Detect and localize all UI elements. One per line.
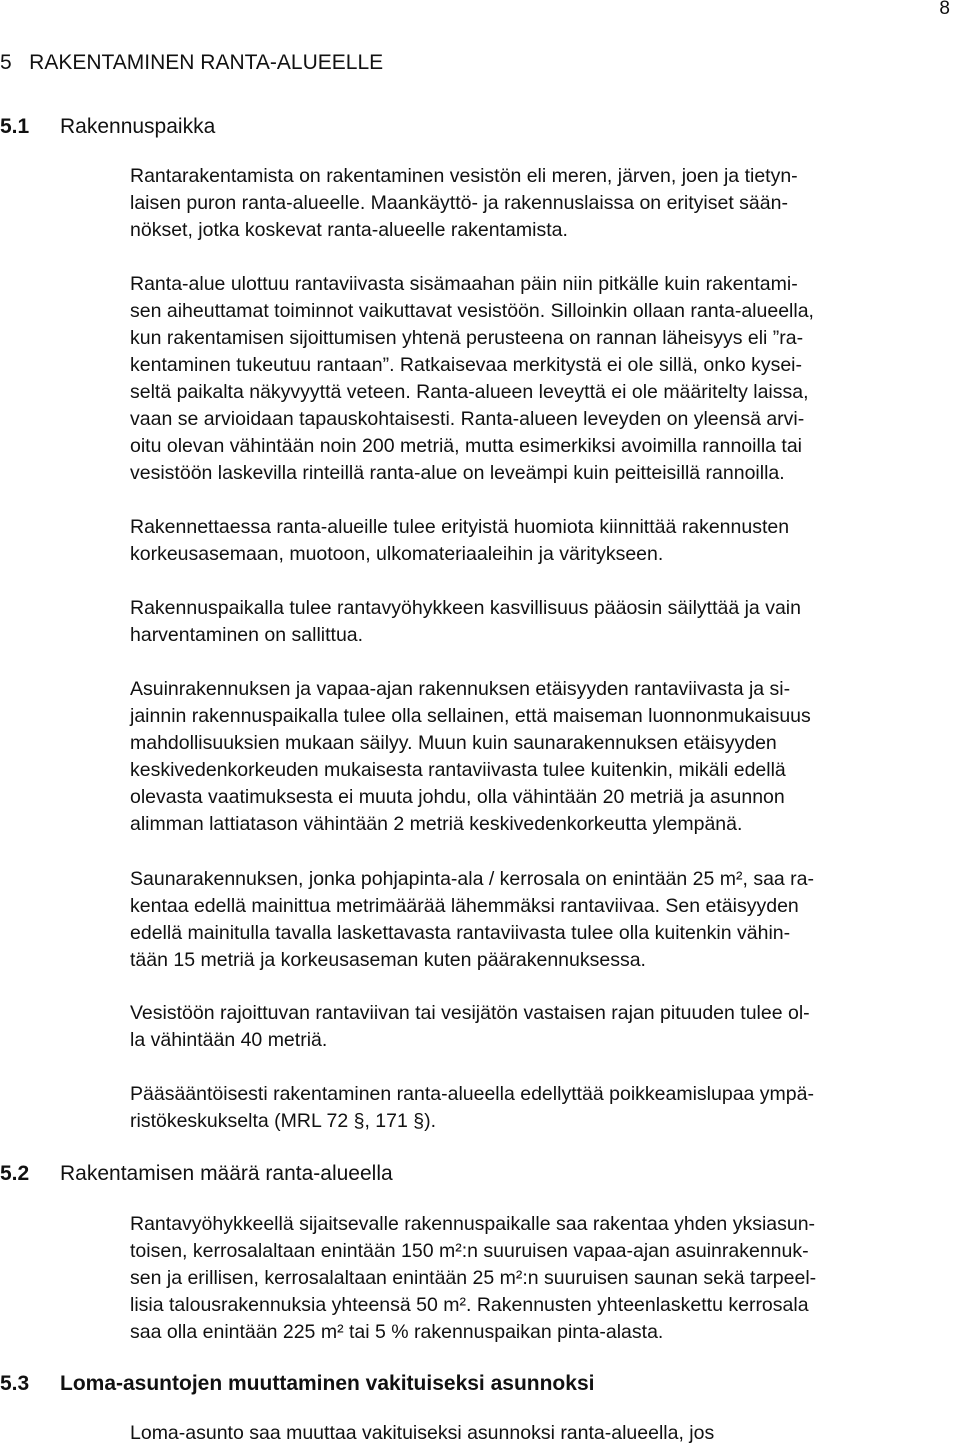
text-line: vesistöön laskevilla rinteillä ranta-alue on leveämpi kuin peitteisillä rannoilla.: [130, 462, 785, 484]
text-line: jainnin rakennuspaikalla tulee olla sellainen, että maiseman luonnonmukaisuus: [130, 705, 811, 727]
text-line: korkeusasemaan, muotoon, ulkomateriaaleihin ja väritykseen.: [130, 543, 664, 565]
text-line: Ranta-alue ulottuu rantaviivasta sisämaahan päin niin pitkälle kuin rakentami-: [130, 273, 798, 295]
section-title: Loma-asuntojen muuttaminen vakituiseksi asunnoksi: [60, 1372, 595, 1395]
paragraph: [130, 595, 960, 649]
paragraph: [130, 163, 960, 244]
section-heading-5-2: [0, 1160, 393, 1188]
text-line: kentaminen tukeutuu rantaan”. Ratkaisevaa merkitystä ei ole sillä, onko kysei-: [130, 354, 802, 376]
section-title: Rakentamisen määrä ranta-alueella: [60, 1162, 393, 1185]
text-line: sen aiheuttamat toiminnot vaikuttavat vesistöön. Silloinkin ollaan ranta-alueella,: [130, 300, 814, 322]
text-line: Loma-asunto saa muuttaa vakituiseksi asunnoksi ranta-alueella, jos: [130, 1422, 715, 1444]
text-line: harventaminen on sallittua.: [130, 624, 364, 646]
section-number: 5.2: [0, 1162, 30, 1185]
text-line: saa olla enintään 225 m² tai 5 % rakennuspaikan pinta-alasta.: [130, 1321, 664, 1343]
text-line: lisia talousrakennuksia yhteensä 50 m². Rakennusten yhteenlaskettu kerrosala: [130, 1294, 809, 1316]
text-line: alimman lattiatason vähintään 2 metriä keskivedenkorkeutta ylempänä.: [130, 813, 743, 835]
chapter-heading: 5 RAKENTAMINEN RANTA-ALUEELLE: [0, 51, 384, 74]
text-line: mahdollisuuksien mukaan säilyy. Muun kuin saunarakennuksen etäisyyden: [130, 732, 777, 754]
section-heading-5-1: [0, 113, 215, 141]
section-number: 5.1: [0, 115, 30, 138]
section-heading-5-3: [0, 1370, 594, 1398]
paragraph: [130, 1081, 960, 1135]
text-line: Rakennuspaikalla tulee rantavyöhykkeen kasvillisuus pääosin säilyttää ja vain: [130, 597, 801, 619]
text-line: toisen, kerrosalaltaan enintään 150 m²:n suuruisen vapaa-ajan asuinrakennuk-: [130, 1240, 809, 1262]
text-line: Saunarakennuksen, jonka pohjapinta-ala / kerrosala on enintään 25 m², saa ra-: [130, 868, 815, 890]
text-line: kentaa edellä mainittua metrimäärää lähemmäksi rantaviivaa. Sen etäisyyden: [130, 895, 799, 917]
text-line: tään 15 metriä ja korkeusaseman kuten päärakennuksessa.: [130, 949, 646, 971]
text-line: Vesistöön rajoittuvan rantaviivan tai vesijätön vastaisen rajan pituuden tulee ol-: [130, 1002, 810, 1024]
text-line: keskivedenkorkeuden mukaisesta rantaviivasta tulee kuitenkin, mikäli edellä: [130, 759, 786, 781]
text-line: Asuinrakennuksen ja vapaa-ajan rakennuksen etäisyyden rantaviivasta ja si-: [130, 678, 791, 700]
text-line: edellä mainitulla tavalla laskettavasta rantaviivasta tulee olla kuitenkin vähin-: [130, 922, 791, 944]
paragraph: [130, 514, 960, 568]
text-line: seltä paikalta näkyvyyttä veteen. Ranta-alueen leveyttä ei ole määritelty laissa,: [130, 381, 809, 403]
paragraph: [130, 866, 960, 974]
paragraph: [130, 1420, 960, 1447]
text-line: ristökeskukselta (MRL 72 §, 171 §).: [130, 1110, 436, 1132]
page-number: 8: [939, 0, 950, 19]
paragraph: [130, 676, 960, 838]
text-line: vaan se arvioidaan tapauskohtaisesti. Ranta-alueen leveyden on yleensä arvi-: [130, 408, 805, 430]
text-line: olevasta vaatimuksesta ei muuta johdu, olla vähintään 20 metriä ja asunnon: [130, 786, 785, 808]
text-line: la vähintään 40 metriä.: [130, 1029, 328, 1051]
text-line: Rantarakentamista on rakentaminen vesistön eli meren, järven, joen ja tietyn-: [130, 165, 798, 187]
section-title: Rakennuspaikka: [60, 115, 216, 138]
text-line: Rakennettaessa ranta-alueille tulee erityistä huomiota kiinnittää rakennusten: [130, 516, 790, 538]
text-line: kun rakentamisen sijoittumisen yhtenä perusteena on rannan läheisyys eli ”ra-: [130, 327, 804, 349]
section-number: 5.3: [0, 1372, 30, 1395]
text-line: oitu olevan vähintään noin 200 metriä, mutta esimerkiksi avoimilla rannoilla tai: [130, 435, 803, 457]
paragraph: [130, 1000, 960, 1054]
paragraph: [130, 1211, 960, 1346]
text-line: Pääsääntöisesti rakentaminen ranta-alueella edellyttää poikkeamislupaa ympä-: [130, 1083, 814, 1105]
text-line: laisen puron ranta-alueelle. Maankäyttö- ja rakennuslaissa on erityiset sään-: [130, 192, 788, 214]
text-line: nökset, jotka koskevat ranta-alueelle rakentamista.: [130, 219, 568, 241]
text-line: Rantavyöhykkeellä sijaitsevalle rakennuspaikalle saa rakentaa yhden yksiasun-: [130, 1213, 816, 1235]
paragraph: [130, 271, 960, 487]
text-line: sen ja erillisen, kerrosalaltaan enintään 25 m²:n suuruisen saunan sekä tarpeel-: [130, 1267, 817, 1289]
